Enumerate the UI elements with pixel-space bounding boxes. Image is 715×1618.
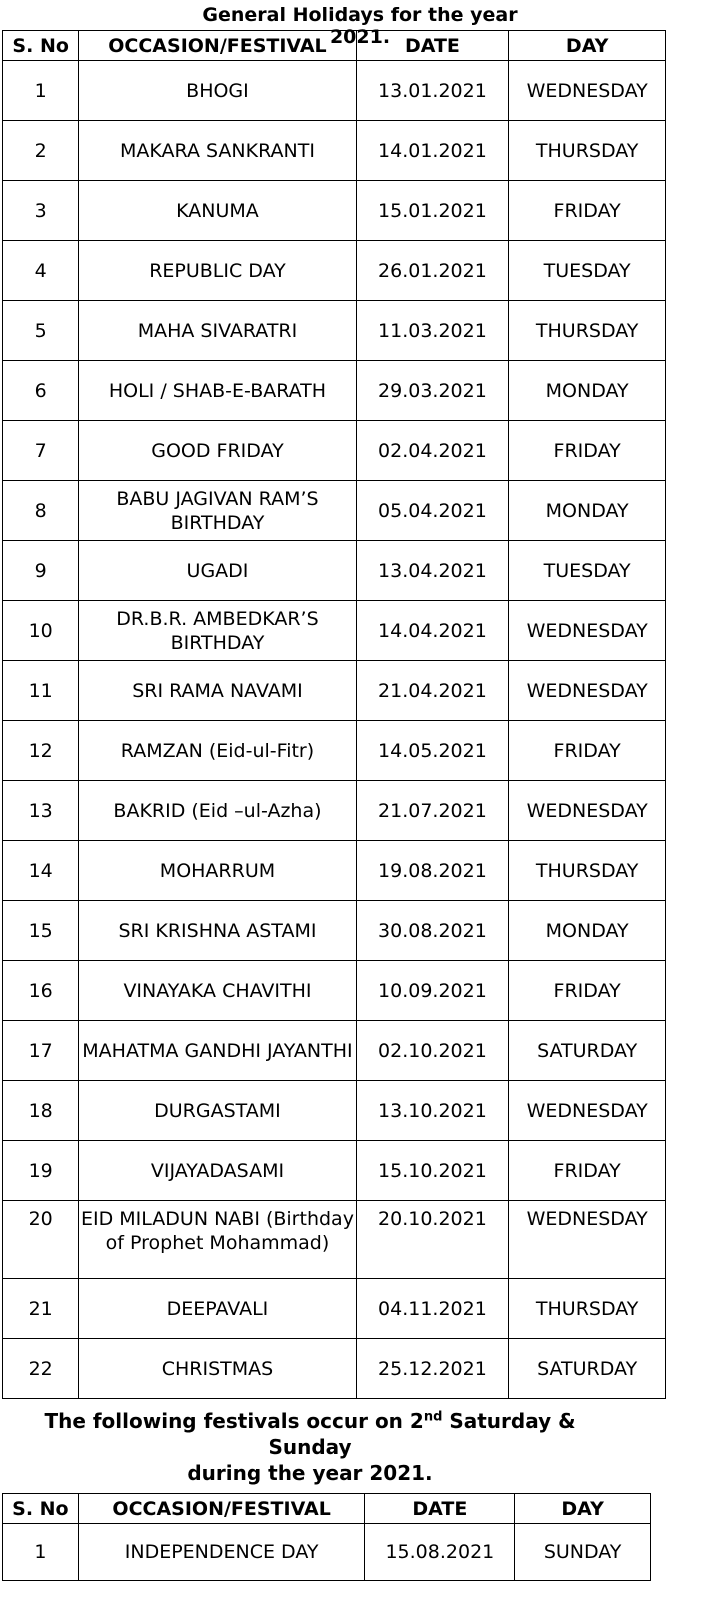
cell-sno: 21 (3, 1279, 79, 1339)
cell-occasion: INDEPENDENCE DAY (78, 1524, 365, 1581)
cell-sno: 13 (3, 781, 79, 841)
table-row (3, 421, 666, 481)
cell-sno: 9 (3, 541, 79, 601)
cell-day: WEDNESDAY (509, 61, 666, 121)
cell-occasion: BAKRID (Eid –ul-Azha) (79, 781, 356, 841)
header-day: DAY (515, 1494, 651, 1524)
table-row (3, 1279, 666, 1339)
cell-date: 19.08.2021 (356, 841, 509, 901)
cell-day: SUNDAY (515, 1524, 651, 1581)
cell-day: MONDAY (509, 901, 666, 961)
cell-occasion: SRI KRISHNA ASTAMI (79, 901, 356, 961)
cell-day: WEDNESDAY (509, 781, 666, 841)
table-row (3, 121, 666, 181)
table-row (3, 721, 666, 781)
cell-day: FRIDAY (509, 1141, 666, 1201)
cell-day: TUESDAY (509, 241, 666, 301)
table-row (3, 601, 666, 661)
cell-occasion: DEEPAVALI (79, 1279, 356, 1339)
cell-day: FRIDAY (509, 961, 666, 1021)
cell-occasion: BHOGI (79, 61, 356, 121)
cell-date: 14.04.2021 (356, 601, 509, 661)
cell-occasion: DURGASTAMI (79, 1081, 356, 1141)
cell-day: WEDNESDAY (509, 601, 666, 661)
holidays-table (2, 30, 666, 1399)
cell-sno: 1 (3, 61, 79, 121)
cell-occasion: GOOD FRIDAY (79, 421, 356, 481)
cell-day: FRIDAY (509, 721, 666, 781)
weekend-festivals-table (2, 1493, 651, 1581)
cell-day: WEDNESDAY (509, 1081, 666, 1141)
table-row (3, 61, 666, 121)
cell-date: 15.08.2021 (365, 1524, 515, 1581)
table-row (3, 1201, 666, 1279)
cell-occasion: MAHA SIVARATRI (79, 301, 356, 361)
header-sno: S. No (3, 31, 79, 61)
cell-occasion: CHRISTMAS (79, 1339, 356, 1399)
cell-date: 15.10.2021 (356, 1141, 509, 1201)
cell-date: 30.08.2021 (356, 901, 509, 961)
cell-occasion: REPUBLIC DAY (79, 241, 356, 301)
table-row (3, 301, 666, 361)
cell-sno: 12 (3, 721, 79, 781)
cell-date: 02.04.2021 (356, 421, 509, 481)
header-occasion: OCCASION/FESTIVAL (78, 1494, 365, 1524)
cell-sno: 11 (3, 661, 79, 721)
table-row (3, 181, 666, 241)
cell-date: 14.01.2021 (356, 121, 509, 181)
cell-date: 26.01.2021 (356, 241, 509, 301)
cell-occasion: MAKARA SANKRANTI (79, 121, 356, 181)
second-table-title (0, 1408, 620, 1486)
table-row (3, 1339, 666, 1399)
cell-day: WEDNESDAY (509, 661, 666, 721)
cell-sno: 18 (3, 1081, 79, 1141)
table-row (3, 1141, 666, 1201)
cell-date: 21.04.2021 (356, 661, 509, 721)
cell-occasion: MOHARRUM (79, 841, 356, 901)
cell-sno: 3 (3, 181, 79, 241)
cell-date: 21.07.2021 (356, 781, 509, 841)
table-row (3, 481, 666, 541)
cell-date: 02.10.2021 (356, 1021, 509, 1081)
cell-sno: 15 (3, 901, 79, 961)
table-row (3, 781, 666, 841)
table-row (3, 241, 666, 301)
cell-occasion: EID MILADUN NABI (Birthday of Prophet Mohammad) (79, 1201, 356, 1279)
cell-date: 05.04.2021 (356, 481, 509, 541)
cell-sno: 19 (3, 1141, 79, 1201)
cell-day: SATURDAY (509, 1339, 666, 1399)
cell-date: 13.01.2021 (356, 61, 509, 121)
cell-date: 20.10.2021 (356, 1201, 509, 1279)
cell-day: TUESDAY (509, 541, 666, 601)
cell-sno: 10 (3, 601, 79, 661)
table-row (3, 361, 666, 421)
cell-sno: 6 (3, 361, 79, 421)
cell-sno: 20 (3, 1201, 79, 1279)
table-row (3, 901, 666, 961)
header-day: DAY (509, 31, 666, 61)
header-date: DATE (356, 31, 509, 61)
cell-occasion: VIJAYADASAMI (79, 1141, 356, 1201)
second-title-line2: during the year 2021. (187, 1461, 433, 1485)
cell-sno: 7 (3, 421, 79, 481)
cell-date: 10.09.2021 (356, 961, 509, 1021)
cell-occasion: BABU JAGIVAN RAM’S BIRTHDAY (79, 481, 356, 541)
cell-date: 29.03.2021 (356, 361, 509, 421)
cell-occasion: MAHATMA GANDHI JAYANTHI (79, 1021, 356, 1081)
table-row (3, 1021, 666, 1081)
table-header-row (3, 1494, 651, 1524)
table-header-row (3, 31, 666, 61)
cell-occasion: KANUMA (79, 181, 356, 241)
cell-sno: 14 (3, 841, 79, 901)
cell-sno: 16 (3, 961, 79, 1021)
cell-date: 04.11.2021 (356, 1279, 509, 1339)
cell-day: FRIDAY (509, 421, 666, 481)
cell-date: 14.05.2021 (356, 721, 509, 781)
cell-occasion: DR.B.R. AMBEDKAR’S BIRTHDAY (79, 601, 356, 661)
cell-date: 11.03.2021 (356, 301, 509, 361)
cell-day: SATURDAY (509, 1021, 666, 1081)
cell-occasion: HOLI / SHAB-E-BARATH (79, 361, 356, 421)
cell-sno: 1 (3, 1524, 79, 1581)
table-row (3, 541, 666, 601)
second-title-part1: The following festivals occur on 2 (44, 1409, 424, 1433)
header-date: DATE (365, 1494, 515, 1524)
page-title: General Holidays for the year 2021. (202, 4, 518, 48)
second-title-part2: Saturday & Sunday (268, 1409, 576, 1459)
cell-date: 25.12.2021 (356, 1339, 509, 1399)
cell-occasion: UGADI (79, 541, 356, 601)
cell-date: 15.01.2021 (356, 181, 509, 241)
cell-sno: 8 (3, 481, 79, 541)
table-row (3, 661, 666, 721)
cell-day: THURSDAY (509, 301, 666, 361)
header-occasion: OCCASION/FESTIVAL (79, 31, 356, 61)
second-title-sup: nd (423, 1409, 443, 1425)
cell-day: MONDAY (509, 481, 666, 541)
table-row (3, 1524, 651, 1581)
cell-date: 13.10.2021 (356, 1081, 509, 1141)
cell-sno: 5 (3, 301, 79, 361)
cell-occasion: SRI RAMA NAVAMI (79, 661, 356, 721)
cell-sno: 17 (3, 1021, 79, 1081)
cell-day: THURSDAY (509, 841, 666, 901)
cell-occasion: RAMZAN (Eid-ul-Fitr) (79, 721, 356, 781)
cell-day: MONDAY (509, 361, 666, 421)
header-sno: S. No (3, 1494, 79, 1524)
cell-sno: 2 (3, 121, 79, 181)
cell-sno: 22 (3, 1339, 79, 1399)
cell-day: FRIDAY (509, 181, 666, 241)
cell-date: 13.04.2021 (356, 541, 509, 601)
cell-day: THURSDAY (509, 1279, 666, 1339)
cell-occasion: VINAYAKA CHAVITHI (79, 961, 356, 1021)
cell-day: WEDNESDAY (509, 1201, 666, 1279)
table-row (3, 961, 666, 1021)
cell-sno: 4 (3, 241, 79, 301)
table-row (3, 1081, 666, 1141)
table-row (3, 841, 666, 901)
cell-day: THURSDAY (509, 121, 666, 181)
